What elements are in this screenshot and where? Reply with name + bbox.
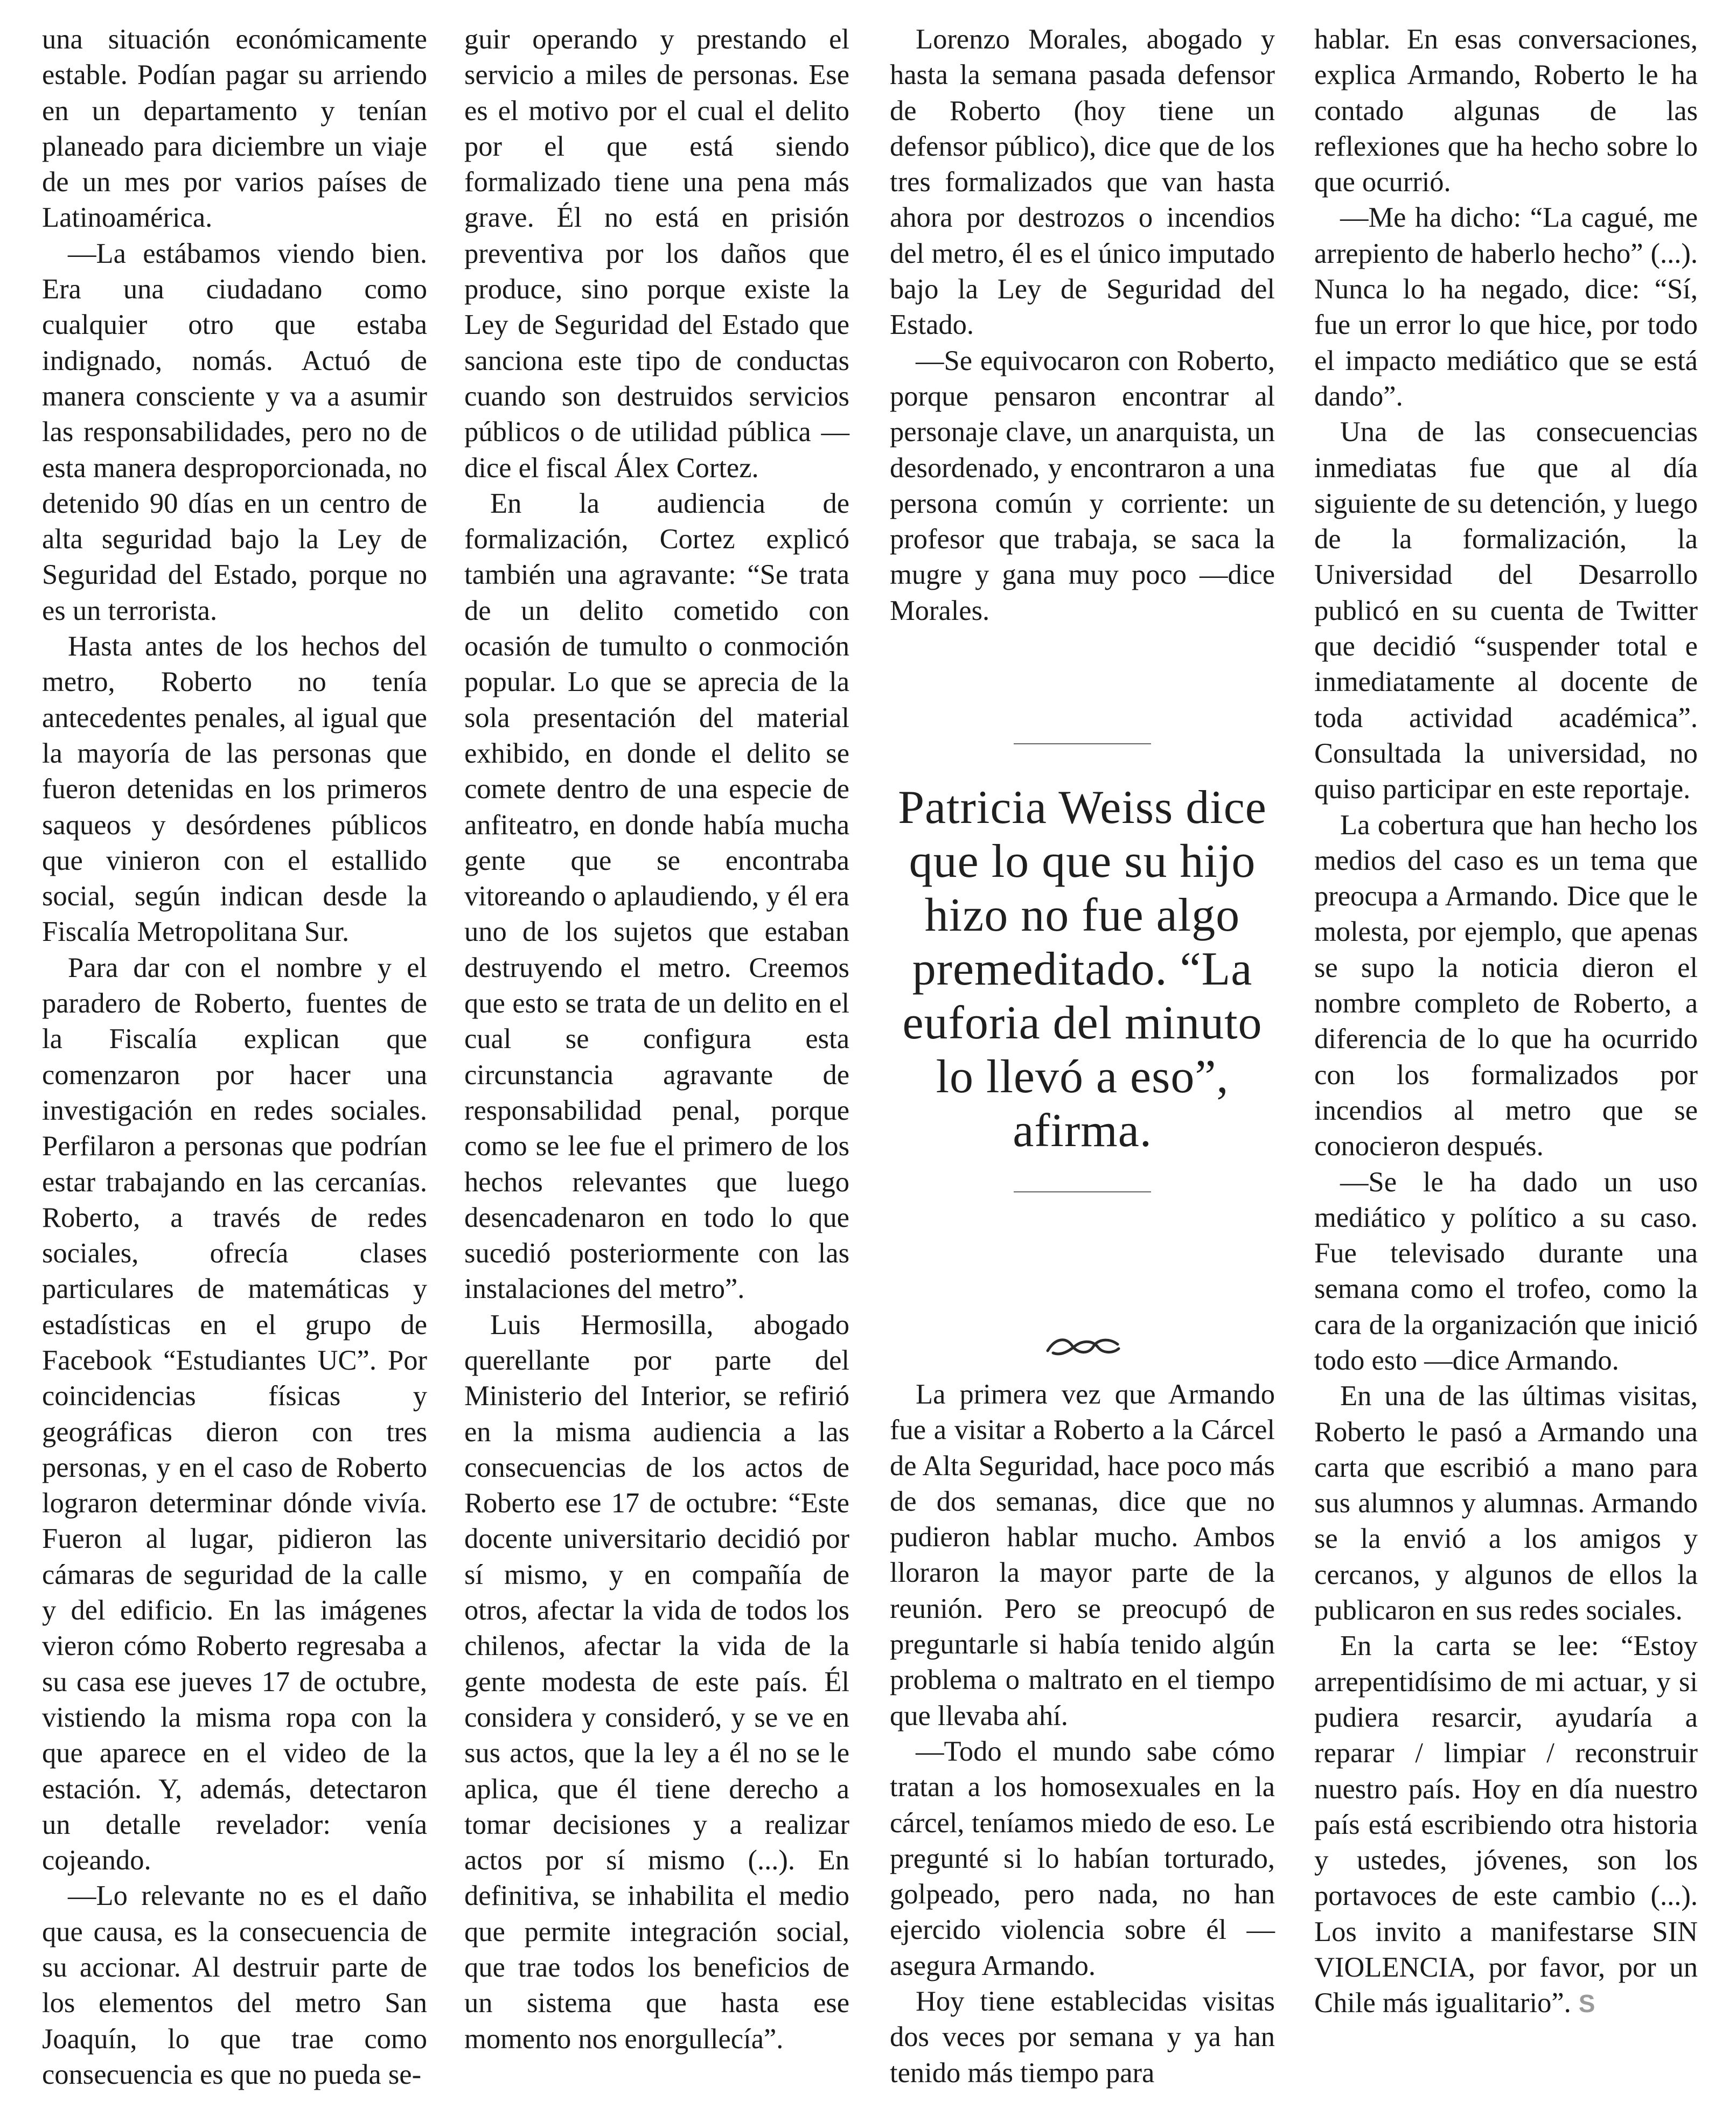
article-column-2: [464, 22, 849, 2057]
article-paragraph: hablar. En esas conversaciones, explica Armando, Roberto le ha contado algunas de las reflexiones que ha hecho sobre lo que ocurrió.: [1314, 24, 1698, 198]
article-paragraph: —Se equivocaron con Roberto, porque pensaron encontrar al personaje clave, un anarquista, un desordenado, y encontraron a una persona común y corriente: un profesor que trabaja, se saca la mugre y gana muy poco —dice Morales.: [890, 345, 1275, 626]
article-paragraph: —La estábamos viendo bien. Era una ciudadano como cualquier otro que estaba indignado, nomás. Actuó de manera consciente y va a asumir las responsabilidades, pero no de esta manera desproporcionada, no detenido 90 días en un centro de alta seguridad bajo la Ley de Seguridad del Estado, porque no es un terrorista.: [42, 238, 427, 626]
article-paragraph: —Todo el mundo sabe cómo tratan a los homosexuales en la cárcel, teníamos miedo de eso. Le pregunté si lo habían torturado, golpeado, pero nada, no han ejercido violencia sobre él —asegura Armando.: [890, 1735, 1275, 1981]
pull-quote-text: Patricia Weiss dice que lo que su hijo hizo no fue algo premeditado. “La euforia del minuto lo llevó a eso”, afirma.: [898, 781, 1267, 1157]
end-mark: S: [1578, 1990, 1595, 2018]
article-paragraph: guir operando y prestando el servicio a miles de personas. Ese es el motivo por el cual el delito por el que está siendo formalizado tiene una pena más grave. Él no está en prisión preventiva por los daños que produce, sino porque existe la Ley de Seguridad del Estado que sanciona este tipo de conductas cuando son destruidos servicios públicos o de utilidad pública —dice el fiscal Álex Cortez.: [464, 24, 849, 484]
article-paragraph: Para dar con el nombre y el paradero de Roberto, fuentes de la Fiscalía explican que comenzaron por hacer una investigación en redes sociales. Perfilaron a personas que podrían estar trabajando en las cercanías. Roberto, a través de redes sociales, ofrecía clases particulares de matemáticas y estadísticas en el grupo de Facebook “Estudiantes UC”. Por coincidencias físicas y geográficas dieron con tres personas, y en el caso de Roberto lograron determinar dónde vivía. Fueron al lugar, pidieron las cámaras de seguridad de la calle y del edificio. En las imágenes vieron cómo Roberto regresaba a su casa ese jueves 17 de octubre, vistiendo la misma ropa con la que aparece en el video de la estación. Y, además, detectaron un detalle revelador: venía cojeando.: [42, 952, 427, 1876]
article-paragraph: Luis Hermosilla, abogado querellante por parte del Ministerio del Interior, se refirió en la misma audiencia a las consecuencias de los actos de Roberto ese 17 de octubre: “Este docente universitario decidió por sí mismo, y en compañía de otros, afectar la vida de todos los chilenos, afectar la vida de la gente modesta de este país. Él considera y consideró, y se ve en sus actos, que la ley a él no se le aplica, que él tiene derecho a tomar decisiones y a realizar actos por sí mismo (...). En definitiva, se inhabilita el medio que permite integración social, que trae todos los beneficios de un sistema que hasta ese momento nos enorgullecía”.: [464, 1309, 849, 2055]
article-paragraph: Hoy tiene establecidas visitas dos veces por semana y ya han tenido más tiempo para: [890, 1986, 1275, 2089]
article-paragraph: —Se le ha dado un uso mediático y político a su caso. Fue televisado durante una semana como el trofeo, como la cara de la organización que inició todo esto —dice Armando.: [1314, 1166, 1698, 1376]
article-paragraph: —Me ha dicho: “La cagué, me arrepiento de haberlo hecho” (...). Nunca lo ha negado, dice: “Sí, fue un error lo que hice, por todo el impacto mediático que se está dando”.: [1314, 202, 1698, 412]
pull-quote-top-rule: [1014, 743, 1151, 744]
pull-quote-bottom-rule: [1014, 1191, 1151, 1192]
article-paragraph: Hasta antes de los hechos del metro, Roberto no tenía antecedentes penales, al igual que la mayoría de las personas que fueron detenidas en los primeros saqueos y desórdenes públicos que vinieron con el estallido social, según indican desde la Fiscalía Metropolitana Sur.: [42, 631, 427, 948]
article-paragraph: Lorenzo Morales, abogado y hasta la semana pasada defensor de Roberto (hoy tiene un defensor público), dice que de los tres formalizados que van hasta ahora por destrozos o incendios del metro, él es el único imputado bajo la Ley de Seguridad del Estado.: [890, 24, 1275, 341]
article-paragraph: En una de las últimas visitas, Roberto le pasó a Armando una carta que escribió a mano para sus alumnos y alumnas. Armando se la envió a los amigos y cercanos, y algunos de ellos la publicaron en sus redes sociales.: [1314, 1380, 1698, 1627]
article-column-3-lower: [890, 1377, 1275, 2091]
article-paragraph: La cobertura que han hecho los medios del caso es un tema que preocupa a Armando. Dice que le molesta, por ejemplo, que apenas se supo la noticia dieron el nombre completo de Roberto, a diferencia de lo que ha ocurrido con los formalizados por incendios al metro que se conocieron después.: [1314, 809, 1698, 1162]
article-paragraph: —Lo relevante no es el daño que causa, es la consecuencia de su accionar. Al destruir parte de los elementos del metro San Joaquín, lo que trae como consecuencia es que no pueda se-: [42, 1880, 427, 2090]
article-paragraph: Una de las consecuencias inmediatas fue que al día siguiente de su detención, y luego de la formalización, la Universidad del Desarrollo publicó en su cuenta de Twitter que decidió “suspender total e inmediatamente al docente de toda actividad académica”. Consultada la universidad, no quiso participar en este reportaje.: [1314, 416, 1698, 805]
article-column-1: [42, 22, 427, 2092]
article-paragraph: una situación económicamente estable. Podían pagar su arriendo en un departamento y tenían planeado para diciembre un viaje de un mes por varios países de Latinoamérica.: [42, 24, 427, 234]
article-paragraph: En la audiencia de formalización, Cortez explicó también una agravante: “Se trata de un delito cometido con ocasión de tumulto o conmoción popular. Lo que se aprecia de la sola presentación del material exhibido, en donde el delito se comete dentro de una especie de anfiteatro, en donde había mucha gente que se encontraba vitoreando o aplaudiendo, y él era uno de los sujetos que estaban destruyendo el metro. Creemos que esto se trata de un delito en el cual se configura esta circunstancia agravante de responsabilidad penal, porque como se lee fue el primero de los hechos relevantes que luego desencadenaron en todo lo que sucedió posteriormente con las instalaciones del metro”.: [464, 487, 849, 1305]
article-paragraph-text: En la carta se lee: “Estoy arrepentidísimo de mi actuar, y si pudiera resarcir, ayudaría a reparar / limpiar / reconstruir nuestro país. Hoy en día nuestro país está escribiendo otra historia y ustedes, jóvenes, son los portavoces de este cambio (...). Los invito a manifestarse SIN VIOLENCIA, por favor, por un Chile más igualitario”.: [1314, 1630, 1698, 2019]
article-paragraph: [1314, 1628, 1698, 2021]
swash-ornament-icon: [890, 1330, 1275, 1363]
article-column-3: [890, 22, 1275, 2089]
article-column-4: [1314, 22, 1698, 2022]
article-paragraph: La primera vez que Armando fue a visitar a Roberto a la Cárcel de Alta Seguridad, hace poco más de dos semanas, dice que no pudieron hablar mucho. Ambos lloraron la mayor parte de la reunión. Pero se preocupó de preguntarle si había tenido algún problema o maltrato en el tiempo que llevaba ahí.: [890, 1379, 1275, 1732]
pull-quote: [890, 743, 1275, 1192]
